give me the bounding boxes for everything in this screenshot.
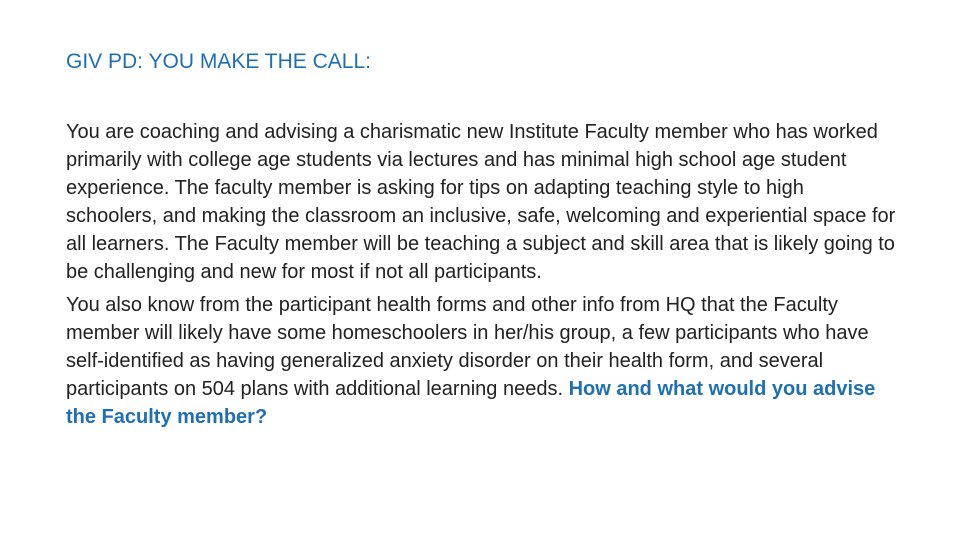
- slide-body: [66, 119, 896, 432]
- context-text: You also know from the participant health forms and other info from HQ that the Faculty member will likely have some homeschoolers in her/his group, a few participants who have self-identified as having generalized anxiety disorder on their health form, and several participants on 504 plans with additional learning needs.: [66, 294, 869, 401]
- slide-title: GIV PD: YOU MAKE THE CALL:: [66, 50, 371, 73]
- context-paragraph: [66, 292, 896, 432]
- scenario-paragraph: [66, 119, 896, 286]
- prompt-question: How and what would you advise the Faculty member?: [66, 378, 876, 429]
- scenario-text: You are coaching and advising a charismatic new Institute Faculty member who has worked primarily with college age students via lectures and has minimal high school age student experience. The faculty member is asking for tips on adapting teaching style to high schoolers, and making the classroom an inclusive, safe, welcoming and experiential space for all learners. The Faculty member will be teaching a subject and skill area that is likely going to be challenging and new for most if not all participants.: [66, 121, 896, 283]
